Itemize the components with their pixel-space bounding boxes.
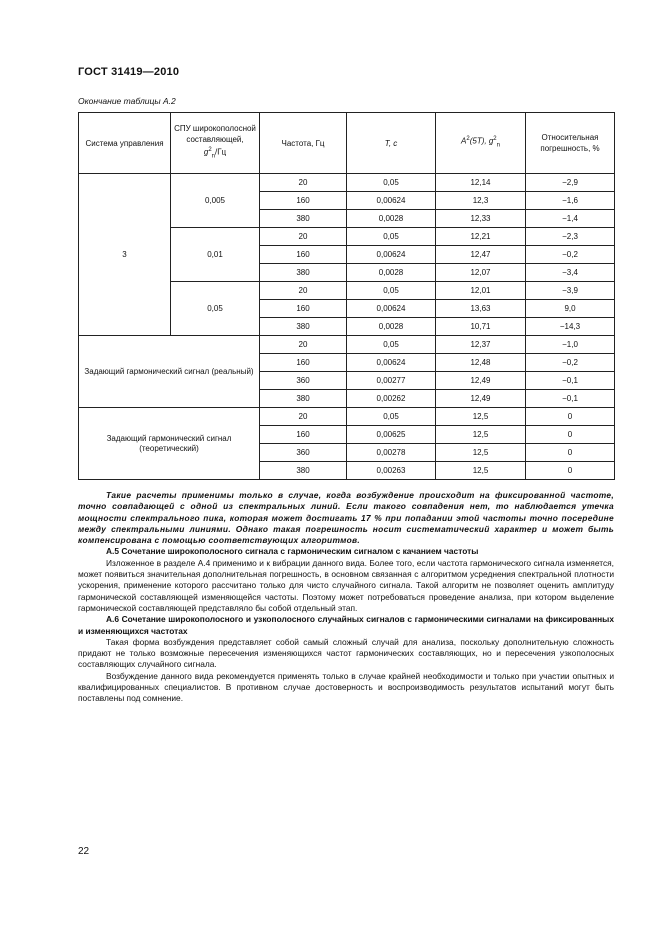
cell-spu: 0,01 [171,228,260,282]
paragraph: Такая форма возбуждения представляет собой самый сложный случай для анализа, поскольку дополнительную сложность придают не только возможные пересечения изменяющихся частот гармонических составляющих, но и пересечения узкополосных составляющих случайного сигнала. [78,636,614,670]
cell-freq: 360 [260,444,347,462]
cell-amplitude: 12,49 [436,372,526,390]
cell-error: −3,4 [526,264,615,282]
col-header-period [347,113,436,174]
cell-freq: 380 [260,264,347,282]
cell-error: 9,0 [526,300,615,318]
cell-error: −0,2 [526,246,615,264]
cell-period: 0,00624 [347,192,436,210]
cell-freq: 20 [260,228,347,246]
col-header-amp-a: A [461,137,467,147]
paragraph: Изложенное в разделе А.4 применимо и к вибрации данного вида. Более того, если частота гармонического сигнала изменяется, может появиться значительная дополнительная погрешность, в основном связанная с алгоритмом усреднения спектральной плотности ускорения, применение которого рассчитано только для чисто случайного сигнала. Такой алгоритм не позволяет оценить амплитуду гармонической составляющей изменяющейся частоты. Поэтому может потребоваться проведение анализа, при котором выделение гармонической составляющей представляло бы собой отдельный этап. [78,557,614,613]
cell-period: 0,00263 [347,462,436,480]
cell-period: 0,05 [347,282,436,300]
cell-period: 0,00262 [347,390,436,408]
cell-error: −1,6 [526,192,615,210]
cell-error: 0 [526,408,615,426]
cell-freq: 20 [260,336,347,354]
cell-freq: 20 [260,282,347,300]
cell-spu: 0,05 [171,282,260,336]
col-header-spu-text: СПУ широкополосной составляющей, [174,124,256,145]
cell-amplitude: 12,3 [436,192,526,210]
paragraph: Возбуждение данного вида рекомендуется применять только в случае крайней необходимости и только при участии опытных и квалифицированных специалистов. В противном случае достоверность и воспроизводимость результатов испытаний могут быть поставлены под сомнение. [78,670,614,704]
cell-error: −0,1 [526,390,615,408]
emphasis-paragraph: Такие расчеты применимы только в случае, когда возбуждение происходит на фиксированной частоте, точно совпадающей с одной из спектральных линий. Если такого совпадения нет, то наблюдается утечка мощности спектрального пика, которая может достигать 17 % при попадании этой частоты точно посередине между спектральными линиями. Однако такая погрешность носит систематический характер и может быть компенсирована с помощью соответствующих алгоритмов. [78,490,614,546]
cell-amplitude: 12,37 [436,336,526,354]
cell-amplitude: 12,01 [436,282,526,300]
cell-amplitude: 12,5 [436,444,526,462]
table-caption: Окончание таблицы А.2 [78,96,176,106]
cell-amplitude: 12,33 [436,210,526,228]
cell-freq: 160 [260,192,347,210]
cell-freq: 380 [260,390,347,408]
cell-amplitude: 12,21 [436,228,526,246]
cell-error: −2,3 [526,228,615,246]
table-header-row [79,113,615,174]
table-row [79,336,615,354]
cell-period: 0,05 [347,228,436,246]
cell-error: −2,9 [526,174,615,192]
cell-freq: 160 [260,300,347,318]
cell-error: 0 [526,426,615,444]
cell-error: −0,1 [526,372,615,390]
cell-error: −3,9 [526,282,615,300]
cell-period: 0,05 [347,174,436,192]
cell-freq: 380 [260,462,347,480]
cell-freq: 160 [260,426,347,444]
cell-freq: 20 [260,408,347,426]
cell-period: 0,00624 [347,354,436,372]
cell-period: 0,05 [347,408,436,426]
cell-freq: 380 [260,318,347,336]
cell-period: 0,00624 [347,300,436,318]
cell-error: 0 [526,444,615,462]
cell-system-3: 3 [79,174,171,336]
cell-error: −0,2 [526,354,615,372]
cell-freq: 160 [260,246,347,264]
cell-amplitude: 10,71 [436,318,526,336]
col-header-error: Относительная погрешность, % [526,113,615,174]
col-header-system: Система управления [79,113,171,174]
col-header-freq: Частота, Гц [260,113,347,174]
cell-amplitude: 12,5 [436,408,526,426]
cell-amplitude: 12,5 [436,462,526,480]
cell-theoretical-signal-label: Задающий гармонический сигнал (теоретический) [79,408,260,480]
cell-amplitude: 12,07 [436,264,526,282]
cell-amplitude: 12,49 [436,390,526,408]
cell-error: −1,4 [526,210,615,228]
table-row [79,408,615,426]
cell-period: 0,00625 [347,426,436,444]
cell-freq: 380 [260,210,347,228]
cell-period: 0,00278 [347,444,436,462]
cell-spu: 0,005 [171,174,260,228]
cell-period: 0,0028 [347,264,436,282]
cell-real-signal-label: Задающий гармонический сигнал (реальный) [79,336,260,408]
cell-error: −14,3 [526,318,615,336]
col-header-spu-g: g [203,148,209,158]
cell-freq: 160 [260,354,347,372]
cell-period: 0,0028 [347,210,436,228]
page-number: 22 [78,846,90,857]
col-header-amp-mid: (5T), g [469,137,494,147]
col-header-spu [171,113,260,174]
cell-amplitude: 12,5 [436,426,526,444]
cell-amplitude: 12,14 [436,174,526,192]
cell-period: 0,00624 [347,246,436,264]
col-header-amplitude [436,113,526,174]
col-header-amp-sub: n [496,142,500,149]
col-header-spu-sub: n [211,153,215,160]
table-row [79,174,615,192]
section-heading-a6: А.6 Сочетание широкополосного и узкополосного случайных сигналов с гармоническими сигналами на фиксированных и изменяющихся частотах [78,614,614,636]
cell-error: −1,0 [526,336,615,354]
cell-period: 0,0028 [347,318,436,336]
cell-amplitude: 13,63 [436,300,526,318]
cell-amplitude: 12,48 [436,354,526,372]
col-header-spu-sup: 2 [208,147,212,154]
cell-amplitude: 12,47 [436,246,526,264]
data-table [78,112,615,480]
cell-period: 0,00277 [347,372,436,390]
section-heading-a5: А.5 Сочетание широкополосного сигнала с гармоническим сигналом с качанием частоты [106,546,479,557]
body-text [78,490,614,705]
cell-freq: 360 [260,372,347,390]
document-code: ГОСТ 31419—2010 [78,66,180,78]
cell-freq: 20 [260,174,347,192]
col-header-amp-sup: 2 [466,136,470,143]
col-header-period-text: T, с [384,138,398,148]
col-header-spu-unit: /Гц [215,148,227,158]
col-header-amp-sup2: 2 [493,136,497,143]
cell-period: 0,05 [347,336,436,354]
cell-error: 0 [526,462,615,480]
